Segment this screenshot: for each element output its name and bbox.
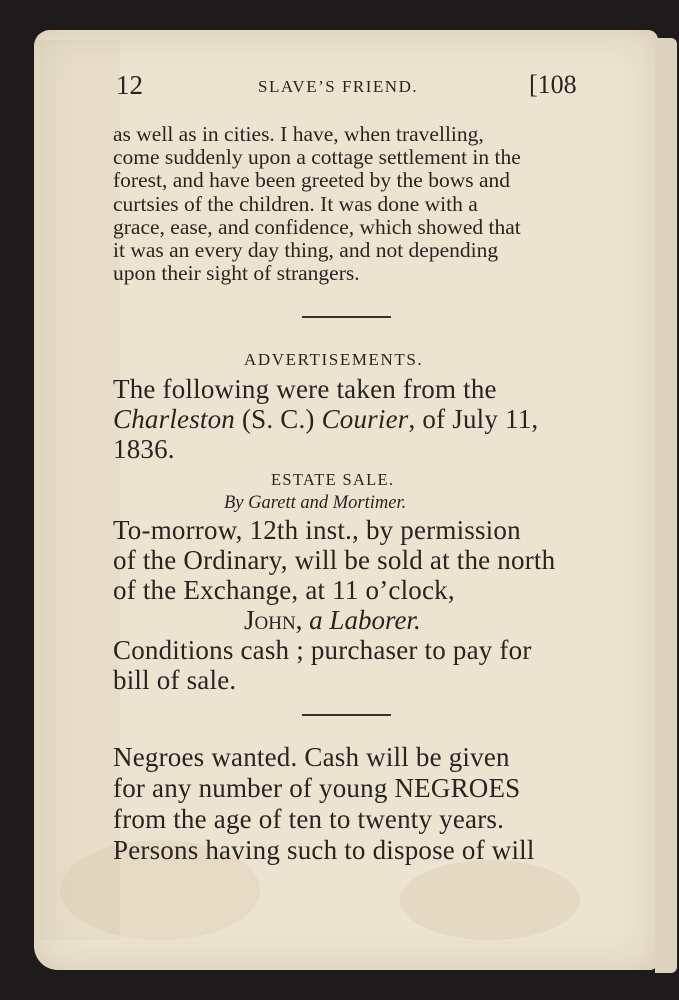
- bracket-page-number: [108: [529, 70, 577, 99]
- text-line: The following were taken from the: [113, 374, 497, 404]
- text-line: Conditions cash ; purchaser to pay for: [113, 635, 532, 665]
- text-line: from the age of ten to twenty years.: [113, 804, 505, 834]
- running-title: SLAVE’S FRIEND.: [258, 77, 419, 96]
- text-line: as well as in cities. I have, when travelling,: [113, 122, 484, 146]
- text-line: it was an every day thing, and not depending: [113, 238, 499, 262]
- section-divider: [302, 714, 391, 716]
- text-line: come suddenly upon a cottage settlement in the: [113, 145, 521, 169]
- newspaper-name: Courier: [321, 404, 409, 434]
- text-line: of the Exchange, at 11 o’clock,: [113, 575, 455, 605]
- text-line: grace, ease, and confidence, which showed that: [113, 215, 521, 239]
- section-heading: ADVERTISEMENTS.: [244, 350, 424, 369]
- text-line: for any number of young NEGROES: [113, 773, 521, 803]
- text-line: curtsies of the children. It was done with a: [113, 192, 478, 216]
- text-line: of the Ordinary, will be sold at the north: [113, 545, 556, 575]
- text-line: upon their sight of strangers.: [113, 261, 360, 285]
- text-line: [113, 404, 538, 434]
- person-name: John,: [244, 605, 303, 635]
- newspaper-city: Charleston: [113, 404, 236, 434]
- text-line: forest, and have been greeted by the bows and: [113, 168, 511, 192]
- section-divider: [302, 316, 391, 318]
- ad-byline: By Garett and Mortimer.: [224, 493, 407, 513]
- newspaper-state: (S. C.): [235, 404, 322, 434]
- next-page-edge: [655, 38, 677, 973]
- page-number: 12: [116, 70, 143, 100]
- text-line: bill of sale.: [113, 665, 237, 695]
- text-line: Negroes wanted. Cash will be given: [113, 742, 510, 772]
- paper-gutter-shading: [40, 40, 120, 940]
- text-line: Persons having such to dispose of will: [113, 835, 535, 865]
- text-line: To-morrow, 12th inst., by permission: [113, 515, 521, 545]
- ad-heading: ESTATE SALE.: [271, 470, 395, 489]
- sale-subject-line: [244, 605, 421, 636]
- newspaper-date: , of July 11,: [408, 404, 539, 434]
- text-line: 1836.: [113, 434, 175, 464]
- person-role: a Laborer.: [302, 605, 421, 635]
- paper-stain: [400, 860, 580, 940]
